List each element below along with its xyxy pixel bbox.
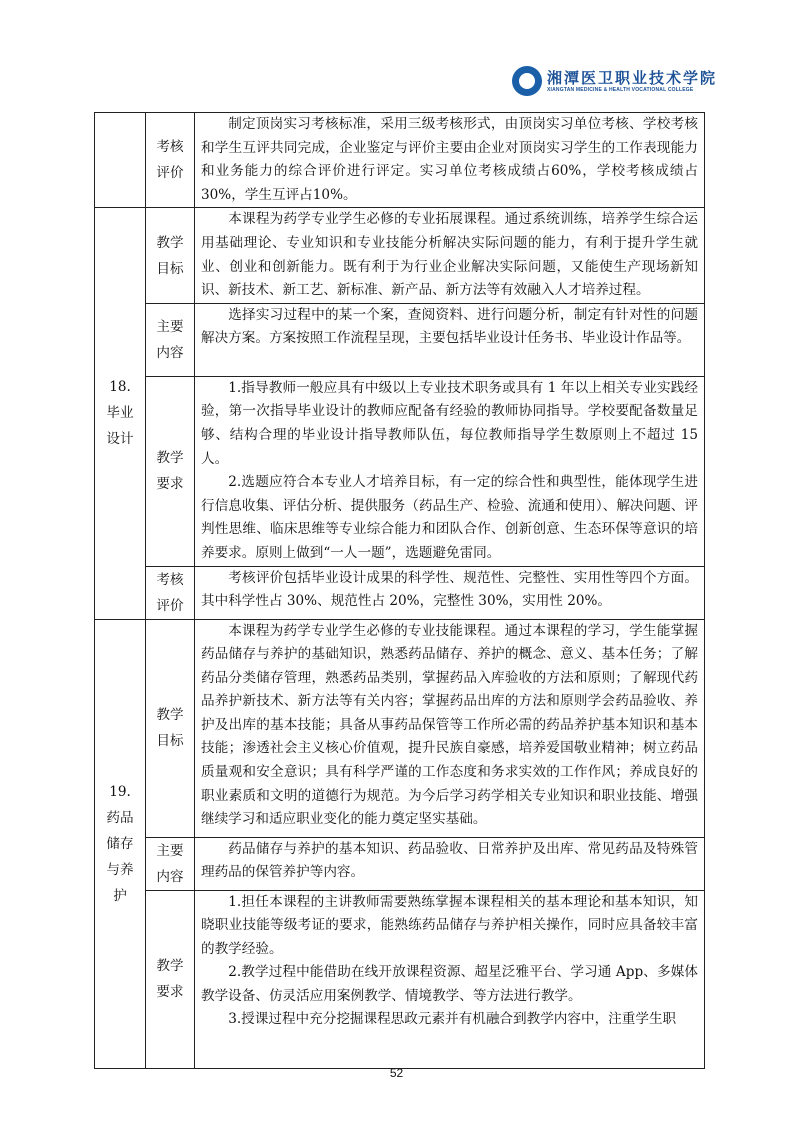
- row-label: 教学目标: [146, 619, 195, 837]
- row-content: 1.指导教师一般应具有中级以上专业技术职务或具有 1 年以上相关专业实践经验，第一次指导毕业设计的教师应配备有经验的教师协同指导。学校要配备数量足够、结构合理的毕业设计指导教师队伍，每位教师指导学生数原则上不超过 15 人。 2.选题应符合本专业人才培养目标，有一定的综合性和典型性，能体现学生进行信息收集、评估分析、提供服务（药品生产、检验、流通和使用）、解决问题、评判性思维、临床思维等专业综合能力和团队合作、创新创意、生态环保等意识的培养要求。原则上做到“一人一题”，选题避免雷同。: [195, 376, 705, 566]
- page-number: 52: [389, 1066, 404, 1080]
- college-seal-icon: [512, 66, 542, 96]
- course-name: 19.药品储存与养护: [95, 619, 146, 1068]
- table-row: [95, 303, 705, 376]
- row-label: 主要内容: [146, 303, 195, 376]
- row-content: 1.担任本课程的主讲教师需要熟练掌握本课程相关的基本理论和基本知识，知晓职业技能等级考证的要求，能熟练药品储存与养护相关操作，同时应具备较丰富的教学经验。 2.教学过程中能借助在线开放课程资源、超星泛雅平台、学习通 App、多媒体教学设备、仿灵活应用案例教学、情境教学、等方法进行教学。 3.授课过程中充分挖掘课程思政元素并有机融合到教学内容中，注重学生职: [195, 890, 705, 1068]
- row-label: 主要内容: [146, 837, 195, 890]
- row-content: 考核评价包括毕业设计成果的科学性、规范性、完整性、实用性等四个方面。其中科学性占 30%、规范性占 20%，完整性 30%，实用性 20%。: [195, 566, 705, 619]
- table-row: [95, 837, 705, 890]
- row-label: 教学要求: [146, 890, 195, 1068]
- course-cell: [95, 113, 146, 208]
- table-row: [95, 566, 705, 619]
- row-content: 药品储存与养护的基本知识、药品验收、日常养护及出库、常见药品及特殊管理药品的保管养护等内容。: [195, 837, 705, 890]
- course-table: [94, 112, 705, 1069]
- logo-en: XIANGTAN MEDICINE & HEALTH VOCATIONAL COLLEGE: [547, 86, 694, 93]
- row-label: 教学目标: [146, 208, 195, 303]
- table-row: [95, 208, 705, 303]
- table-row: [95, 890, 705, 1068]
- table-row: [95, 376, 705, 566]
- row-label: 教学要求: [146, 376, 195, 566]
- course-name: 18.毕业设计: [95, 208, 146, 619]
- table-row: [95, 619, 705, 837]
- row-label: 考核评价: [146, 566, 195, 619]
- row-content: 选择实习过程中的某一个案，查阅资料、进行问题分析，制定有针对性的问题解决方案。方案按照工作流程呈现，主要包括毕业设计任务书、毕业设计作品等。: [195, 303, 705, 376]
- row-label: 考核评价: [146, 113, 195, 208]
- row-content: 制定顶岗实习考核标准，采用三级考核形式，由顶岗实习单位考核、学校考核和学生互评共同完成，企业鉴定与评价主要由企业对顶岗实习学生的工作表现能力和业务能力的综合评价进行评定。实习单位考核成绩占60%，学校考核成绩占30%，学生互评占10%。: [195, 113, 705, 208]
- row-content: 本课程为药学专业学生必修的专业拓展课程。通过系统训练，培养学生综合运用基础理论、专业知识和专业技能分析解决实际问题的能力，有利于提升学生就业、创业和创新能力。既有利于为行业企业解决实际问题，又能使生产现场新知识、新技术、新工艺、新标准、新产品、新方法等有效融入人才培养过程。: [195, 208, 705, 303]
- logo-cn: 湘潭医卫职业技术学院: [547, 68, 718, 87]
- table-row: [95, 113, 705, 208]
- row-content: 本课程为药学专业学生必修的专业技能课程。通过本课程的学习，学生能掌握药品储存与养护的基础知识，熟悉药品储存、养护的概念、意义、基本任务；了解药品分类储存管理，熟悉药品类别，掌握药品入库验收的方法和原则；了解现代药品养护新技术、新方法等有关内容；掌握药品出库的方法和原则学会药品验收、养护及出库的基本技能；具备从事药品保管等工作所必需的药品养护基本知识和基本技能；渗透社会主义核心价值观，提升民族自豪感，培养爱国敬业精神；树立药品质量观和安全意识；具有科学严谨的工作态度和务求实效的工作作风；养成良好的职业素质和文明的道德行为规范。为今后学习药学相关专业知识和职业技能、增强继续学习和适应职业变化的能力奠定坚实基础。: [195, 619, 705, 837]
- college-logo: [512, 66, 717, 96]
